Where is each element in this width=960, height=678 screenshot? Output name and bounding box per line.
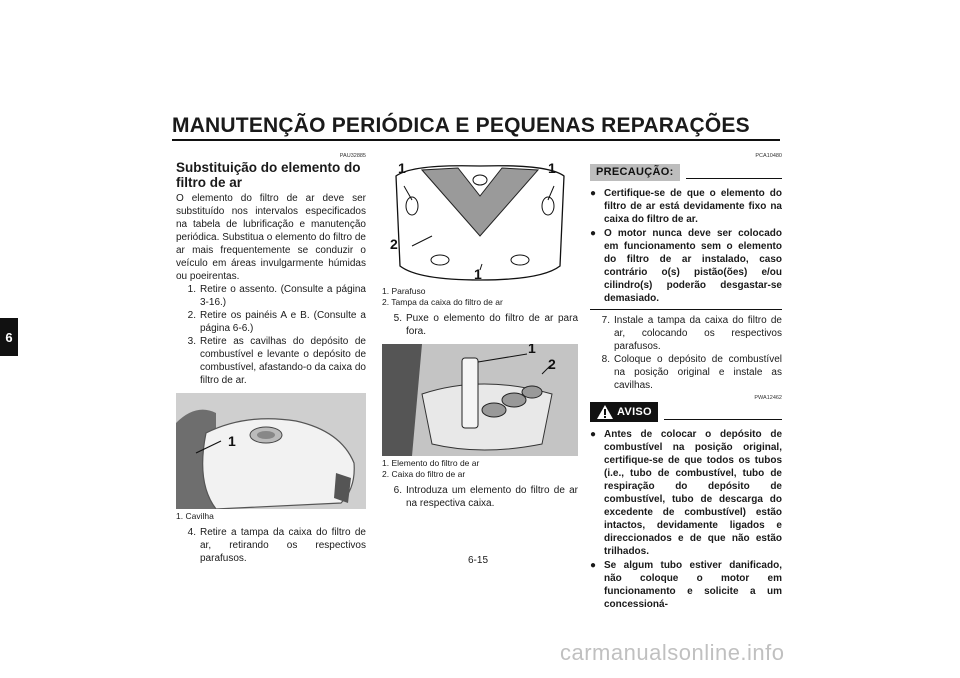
caution-code: PCA10480 [755, 153, 782, 159]
caution-header [590, 164, 782, 181]
filter-element-photo [382, 344, 578, 456]
filter-element-figure [382, 344, 578, 480]
callout-element: 1 [528, 344, 536, 356]
airbox-cover-figure [382, 156, 578, 308]
step-3: 3. Retire as cavilhas do depósito de combustível e levante o depósito de combustível, afastando-o da caixa do filtro de ar. [187, 336, 366, 386]
list-item: ● Antes de colocar o depósito de combustível na posição original, certifique-se de que todos os tubos (i.e., tubo de combustível, tubo de respiração do depósito de combustível, tubo de descarga do excedente de combustível) estão intactos, devidamente ligados e direccionados e de que não estão trilhados. [590, 429, 782, 557]
intro-paragraph: O elemento do filtro de ar deve ser substituído nos intervalos especificados na tabela de lubrificação e manutenção periódica. Substitua o elemento do filtro de ar mais frequentemente se conduzir o veículo em áreas invulgarmente húmidas ou poeirentas. [176, 193, 366, 282]
column-1 [176, 152, 366, 565]
warning-header [590, 402, 782, 422]
bullet-icon: ● [590, 188, 597, 199]
caution-list [590, 187, 782, 305]
warning-badge [590, 402, 658, 422]
step-7: 7. Instale a tampa da caixa do filtro de ar, colocando os respectivos parafusos. [601, 315, 782, 352]
caption: 1. Elemento do filtro de ar [382, 458, 480, 468]
caution-label: PRECAUÇÃO: [590, 164, 680, 181]
page-title: MANUTENÇÃO PERIÓDICA E PEQUENAS REPARAÇÕES [172, 114, 750, 137]
callout-bolt: 1 [228, 433, 236, 449]
callout-airbox: 2 [548, 356, 556, 372]
warning-code: PWA12462 [754, 395, 782, 401]
step-2: 2. Retire os painéis A e B. (Consulte a página 6-6.) [187, 310, 366, 334]
step-1: 1. Retire o assento. (Consulte a página 3-16.) [187, 284, 366, 308]
caption: 2. Tampa da caixa do filtro de ar [382, 297, 503, 307]
step-6: 6. Introduza um elemento do filtro de ar na respectiva caixa. [393, 485, 578, 509]
header-rule [172, 139, 780, 141]
warning-list [590, 428, 782, 611]
chapter-tab: 6 [0, 318, 18, 356]
callout-cover: 2 [390, 236, 398, 252]
caption: 2. Caixa do filtro de ar [382, 469, 466, 479]
caution-end-rule [590, 309, 782, 310]
list-item: ● O motor nunca deve ser colocado em funcionamento sem o elemento do filtro de ar instalado, caso contrário o(s) pistão(ões) e/ou cilindro(s) poderão desgastar-se demasiado. [590, 228, 782, 304]
list-item: ● Certifique-se de que o elemento do filtro de ar está devidamente fixo na caixa do filtro de ar. [590, 188, 782, 225]
callout-bolt-bottom: 1 [474, 266, 482, 282]
warning-label: AVISO [617, 405, 652, 418]
callout-bolt-right: 1 [548, 160, 556, 176]
bullet-icon: ● [590, 429, 597, 440]
section-code: PAU32885 [339, 153, 366, 159]
fuel-tank-figure [176, 393, 366, 522]
step-8: 8. Coloque o depósito de combustível na posição original e instale as cavilhas. [601, 354, 782, 391]
caption: 1. Parafuso [382, 286, 426, 296]
fuel-tank-illustration [176, 393, 366, 509]
step-5: 5. Puxe o elemento do filtro de ar para fora. [393, 313, 578, 337]
caption: 1. Cavilha [176, 511, 214, 521]
page-number: 6-15 [468, 555, 489, 566]
section-title: Substituição do elemento do filtro de ar [176, 160, 361, 190]
list-item: ● Se algum tubo estiver danificado, não coloque o motor em funcionamento e solicite a um concessioná- [590, 560, 782, 610]
watermark: carmanualsonline.info [560, 640, 785, 665]
bullet-icon: ● [590, 228, 597, 239]
callout-bolt-left: 1 [398, 160, 406, 176]
step-4: 4. Retire a tampa da caixa do filtro de ar, retirando os respectivos parafusos. [187, 527, 366, 564]
warning-triangle-icon [596, 404, 614, 420]
column-3 [590, 152, 782, 612]
airbox-cover-diagram [382, 156, 578, 284]
fuel-tank-photo [176, 393, 366, 509]
column-2 [382, 152, 578, 510]
bullet-icon: ● [590, 560, 597, 571]
